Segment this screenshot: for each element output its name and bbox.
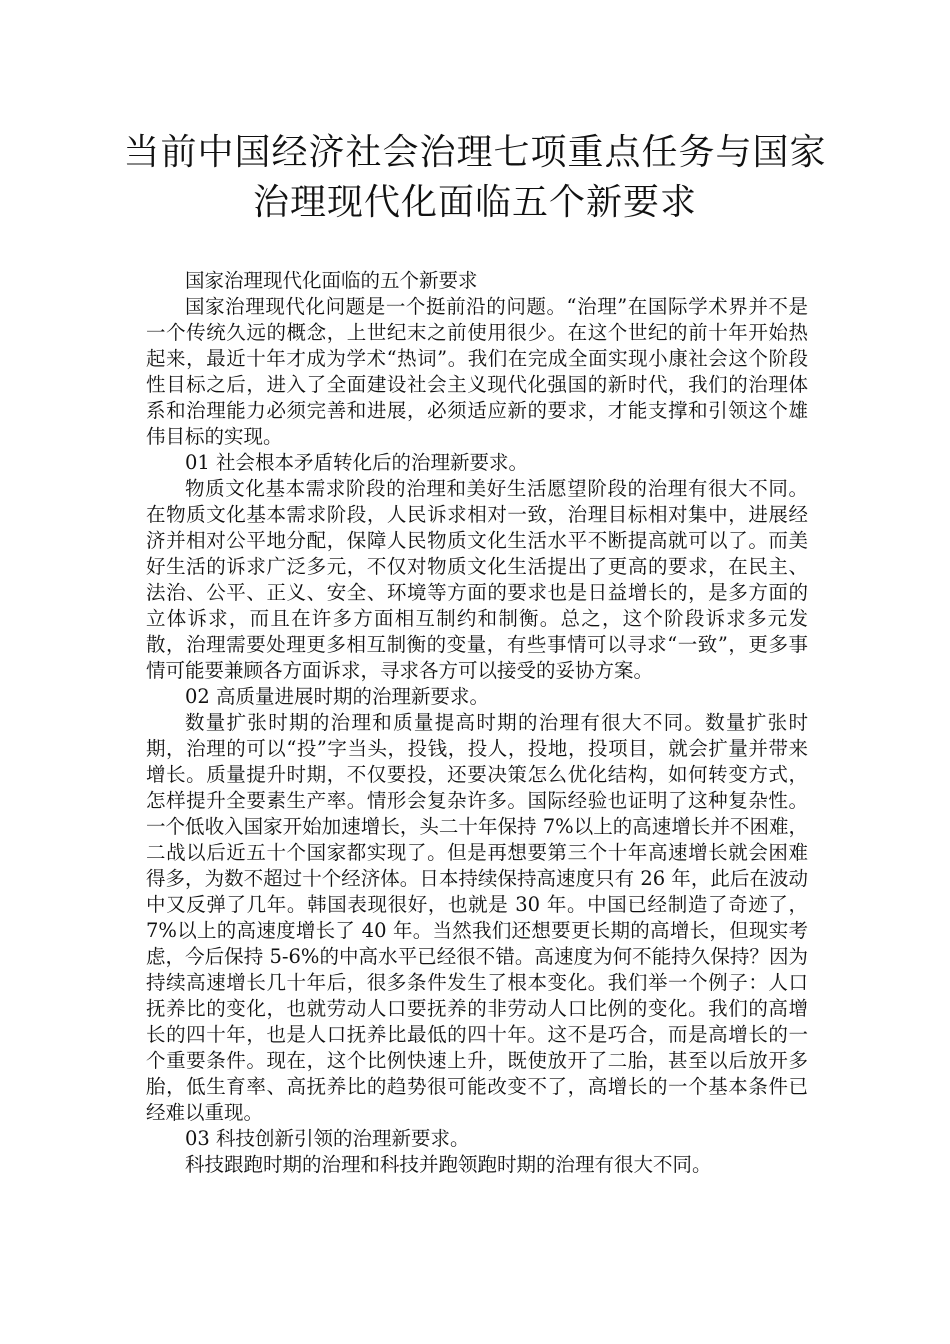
document-title: 当前中国经济社会治理七项重点任务与国家治理现代化面临五个新要求 [123,132,827,223]
section-heading: 02 高质量进展时期的治理新要求。 [185,685,490,708]
body-paragraph: 科技跟跑时期的治理和科技并跑领跑时期的治理有很大不同。 [185,1153,712,1176]
body-paragraph: 国家治理现代化问题是一个挺前沿的问题。“治理”在国际学术界并不是一个传统久远的概念，上世纪末之前使用很少。在这个世纪的前十年开始热起来，最近十年才成为学术“热词”。我们在完成全面实现小康社会这个阶段性目标之后，进入了全面建设社会主义现代化强国的新时代，我们的治理体系和治理能力必须完善和进展，必须适应新的要求，才能支撑和引领这个雄伟目标的实现。 [146,295,808,448]
section-heading: 01 社会根本矛盾转化后的治理新要求。 [185,451,529,474]
section-heading: 03 科技创新引领的治理新要求。 [185,1127,470,1150]
document-body [146,268,808,1178]
section-heading: 国家治理现代化面临的五个新要求 [185,269,478,292]
body-paragraph: 物质文化基本需求阶段的治理和美好生活愿望阶段的治理有很大不同。在物质文化基本需求阶段，人民诉求相对一致，治理目标相对集中，进展经济并相对公平地分配，保障人民物质文化生活水平不断提高就可以了。而美好生活的诉求广泛多元，不仅对物质文化生活提出了更高的要求，在民主、法治、公平、正义、安全、环境等方面的要求也是日益增长的，是多方面的立体诉求，而且在许多方面相互制约和制衡。总之，这个阶段诉求多元发散，治理需要处理更多相互制衡的变量，有些事情可以寻求“一致”，更多事情可能要兼顾各方面诉求，寻求各方可以接受的妥协方案。 [146,477,808,682]
body-paragraph: 数量扩张时期的治理和质量提高时期的治理有很大不同。数量扩张时期，治理的可以“投”字当头，投钱，投人，投地，投项目，就会扩量并带来增长。质量提升时期，不仅要投，还要决策怎么优化结构，如何转变方式，怎样提升全要素生产率。情形会复杂许多。国际经验也证明了这种复杂性。一个低收入国家开始加速增长，头二十年保持 7%以上的高速增长并不困难，二战以后近五十个国家都实现了。但是再想要第三个十年高速增长就会困难得多，为数不超过十个经济体。日本持续保持高速度只有 26 年，此后在波动中又反弹了几年。韩国表现很好，也就是 30 年。中国已经制造了奇迹了，7%以上的高速度增长了 40 年。当然我们还想要更长期的高增长，但现实考虑，今后保持 5-6%的中高水平已经很不错。高速度为何不能持久保持？因为持续高速增长几十年后，很多条件发生了根本变化。我们举一个例子：人口抚养比的变化，也就劳动人口要抚养的非劳动人口比例的变化。我们的高增长的四十年，也是人口抚养比最低的四十年。这不是巧合，而是高增长的一个重要条件。现在，这个比例快速上升，既使放开了二胎，甚至以后放开多胎，低生育率、高抚养比的趋势很可能改变不了，高增长的一个基本条件已经难以重现。 [146,711,808,1124]
